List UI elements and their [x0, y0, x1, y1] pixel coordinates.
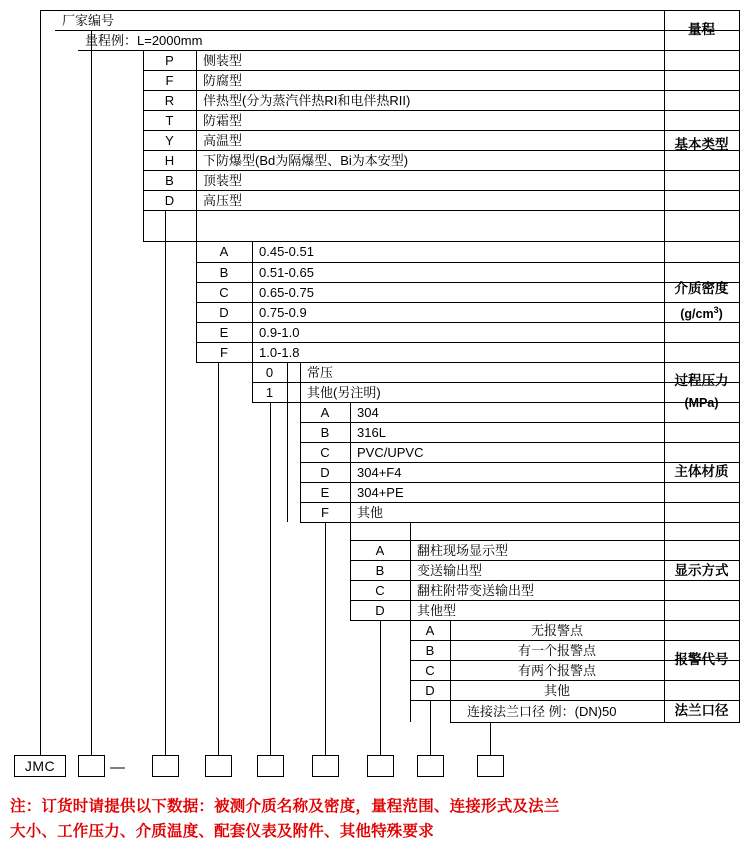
desc-material-4: 304+PE	[357, 485, 404, 500]
code-density-3: D	[219, 305, 229, 320]
code-material-0: A	[320, 405, 330, 420]
desc-material-3: 304+F4	[357, 465, 402, 480]
connector-line-1	[40, 10, 41, 755]
legend-box-5[interactable]	[312, 755, 339, 777]
code-display-2: C	[375, 583, 385, 598]
legend-box-8[interactable]	[477, 755, 504, 777]
group-label-density-unit: $(g/cm^3)$	[680, 305, 723, 322]
desc-basic-2: 伴热型(分为蒸汽伴热RI和电伴热RII)	[203, 93, 411, 108]
desc-basic-6: 顶装型	[203, 173, 243, 188]
group-label-basic-type-text: 基本类型	[674, 137, 729, 153]
code-basic-1: F	[165, 73, 174, 88]
desc-basic-3: 防霜型	[203, 113, 243, 128]
hline-r10	[143, 210, 740, 211]
desc-flange: 连接法兰口径 例：(DN)50	[467, 703, 617, 719]
code-density-5: F	[220, 345, 228, 360]
desc-material-5: 其他	[357, 505, 384, 520]
desc-pressure-0: 常压	[307, 365, 334, 380]
code-basic-0: P	[165, 53, 174, 68]
code-material-3: D	[320, 465, 330, 480]
code-display-1: B	[375, 563, 385, 578]
vline-right-edge	[739, 10, 740, 722]
code-basic-6: B	[165, 173, 174, 188]
group-label-flange-text: 法兰口径	[674, 702, 729, 718]
code-pressure-0: 0	[265, 365, 274, 380]
legend-box-2[interactable]	[152, 755, 179, 777]
group-label-pressure-unit: (MPa)	[684, 396, 719, 411]
desc-display-3: 其他型	[417, 603, 457, 618]
group-label-basic-type	[664, 50, 739, 241]
desc-alarm-2: 有两个报警点	[517, 663, 596, 678]
group-label-alarm	[664, 620, 739, 700]
group-label-alarm-text: 报警代号	[674, 651, 729, 667]
desc-pressure-1: 其他(另注明)	[307, 385, 381, 400]
vline-pressure-code-right	[287, 362, 288, 522]
group-label-material-text: 主体材质	[674, 463, 729, 479]
group-label-display-text: 显示方式	[674, 562, 729, 578]
code-alarm-3: D	[425, 683, 435, 698]
code-basic-2: R	[164, 93, 175, 108]
legend-box-3[interactable]	[205, 755, 232, 777]
order-note-line-1: 注：订货时请提供以下数据：被测介质名称及密度，量程范围、连接形式及法兰	[10, 798, 560, 815]
legend-box-6[interactable]	[367, 755, 394, 777]
code-material-1: B	[320, 425, 330, 440]
desc-density-1: 0.51-0.65	[259, 265, 314, 280]
desc-material-2: PVC/UPVC	[357, 445, 424, 460]
legend-box-7[interactable]	[417, 755, 444, 777]
desc-alarm-3: 其他	[543, 683, 570, 698]
code-alarm-2: C	[425, 663, 435, 678]
hline-r35	[450, 722, 740, 723]
desc-material-0: 304	[357, 405, 379, 420]
desc-display-1: 变送输出型	[417, 563, 483, 578]
connector-line-7	[380, 620, 381, 755]
group-label-flange	[664, 700, 739, 722]
connector-line-9	[490, 722, 491, 755]
group-label-pressure	[664, 362, 739, 422]
row-label-manufacturer-code: 厂家编号	[62, 13, 115, 28]
code-density-2: C	[219, 285, 229, 300]
code-material-4: E	[320, 485, 330, 500]
desc-density-4: 0.9-1.0	[259, 325, 300, 340]
desc-display-2: 翻柱附带变送输出型	[417, 583, 535, 598]
connector-line-8	[430, 700, 431, 755]
desc-display-0: 翻柱现场显示型	[417, 543, 509, 558]
desc-basic-7: 高压型	[203, 193, 243, 208]
legend-box-4[interactable]	[257, 755, 284, 777]
desc-basic-5: 下防爆型(Bd为隔爆型、Bi为本安型)	[203, 153, 409, 168]
desc-density-2: 0.65-0.75	[259, 285, 314, 300]
desc-material-1: 316L	[357, 425, 386, 440]
group-label-density	[664, 241, 739, 362]
connector-line-6	[325, 522, 326, 755]
connector-line-2	[91, 30, 92, 755]
connector-line-5	[270, 402, 271, 755]
desc-basic-1: 防腐型	[203, 73, 243, 88]
desc-density-5: 1.0-1.8	[259, 345, 300, 360]
connector-line-4	[218, 362, 219, 755]
code-basic-5: H	[164, 153, 175, 168]
code-alarm-0: A	[425, 623, 435, 638]
code-basic-4: Y	[165, 133, 174, 148]
code-basic-3: T	[165, 113, 174, 128]
code-material-5: F	[321, 505, 329, 520]
desc-density-3: 0.75-0.9	[259, 305, 307, 320]
group-label-range-text: 量程	[688, 21, 715, 37]
group-label-pressure-text: 过程压力	[674, 372, 729, 388]
code-pressure-1: 1	[265, 385, 274, 400]
desc-alarm-1: 有一个报警点	[517, 643, 596, 658]
code-alarm-1: B	[425, 643, 435, 658]
code-density-0: A	[219, 244, 229, 259]
code-material-2: C	[320, 445, 330, 460]
legend-box-1[interactable]	[78, 755, 105, 777]
desc-basic-4: 高温型	[203, 133, 243, 148]
group-label-density-text: 介质密度	[674, 280, 729, 296]
order-note-line-2: 大小、工作压力、介质温度、配套仪表及附件、其他特殊要求	[10, 822, 434, 840]
code-density-4: E	[219, 325, 229, 340]
group-label-range	[664, 10, 739, 50]
code-basic-7: D	[164, 193, 175, 208]
group-label-display	[664, 522, 739, 620]
desc-alarm-0: 无报警点	[530, 623, 583, 638]
order-note	[10, 795, 745, 845]
code-display-3: D	[375, 603, 385, 618]
legend-dash: —	[110, 759, 125, 776]
desc-density-0: 0.45-0.51	[259, 244, 314, 259]
connector-line-3	[165, 210, 166, 755]
code-display-0: A	[375, 543, 385, 558]
legend-model-box: JMC	[14, 755, 66, 777]
desc-basic-0: 侧装型	[203, 53, 243, 68]
group-label-material	[664, 422, 739, 522]
hline-top	[40, 10, 740, 11]
code-density-1: B	[219, 265, 229, 280]
row-label-range-example: 量程例：L=2000mm	[85, 33, 203, 48]
